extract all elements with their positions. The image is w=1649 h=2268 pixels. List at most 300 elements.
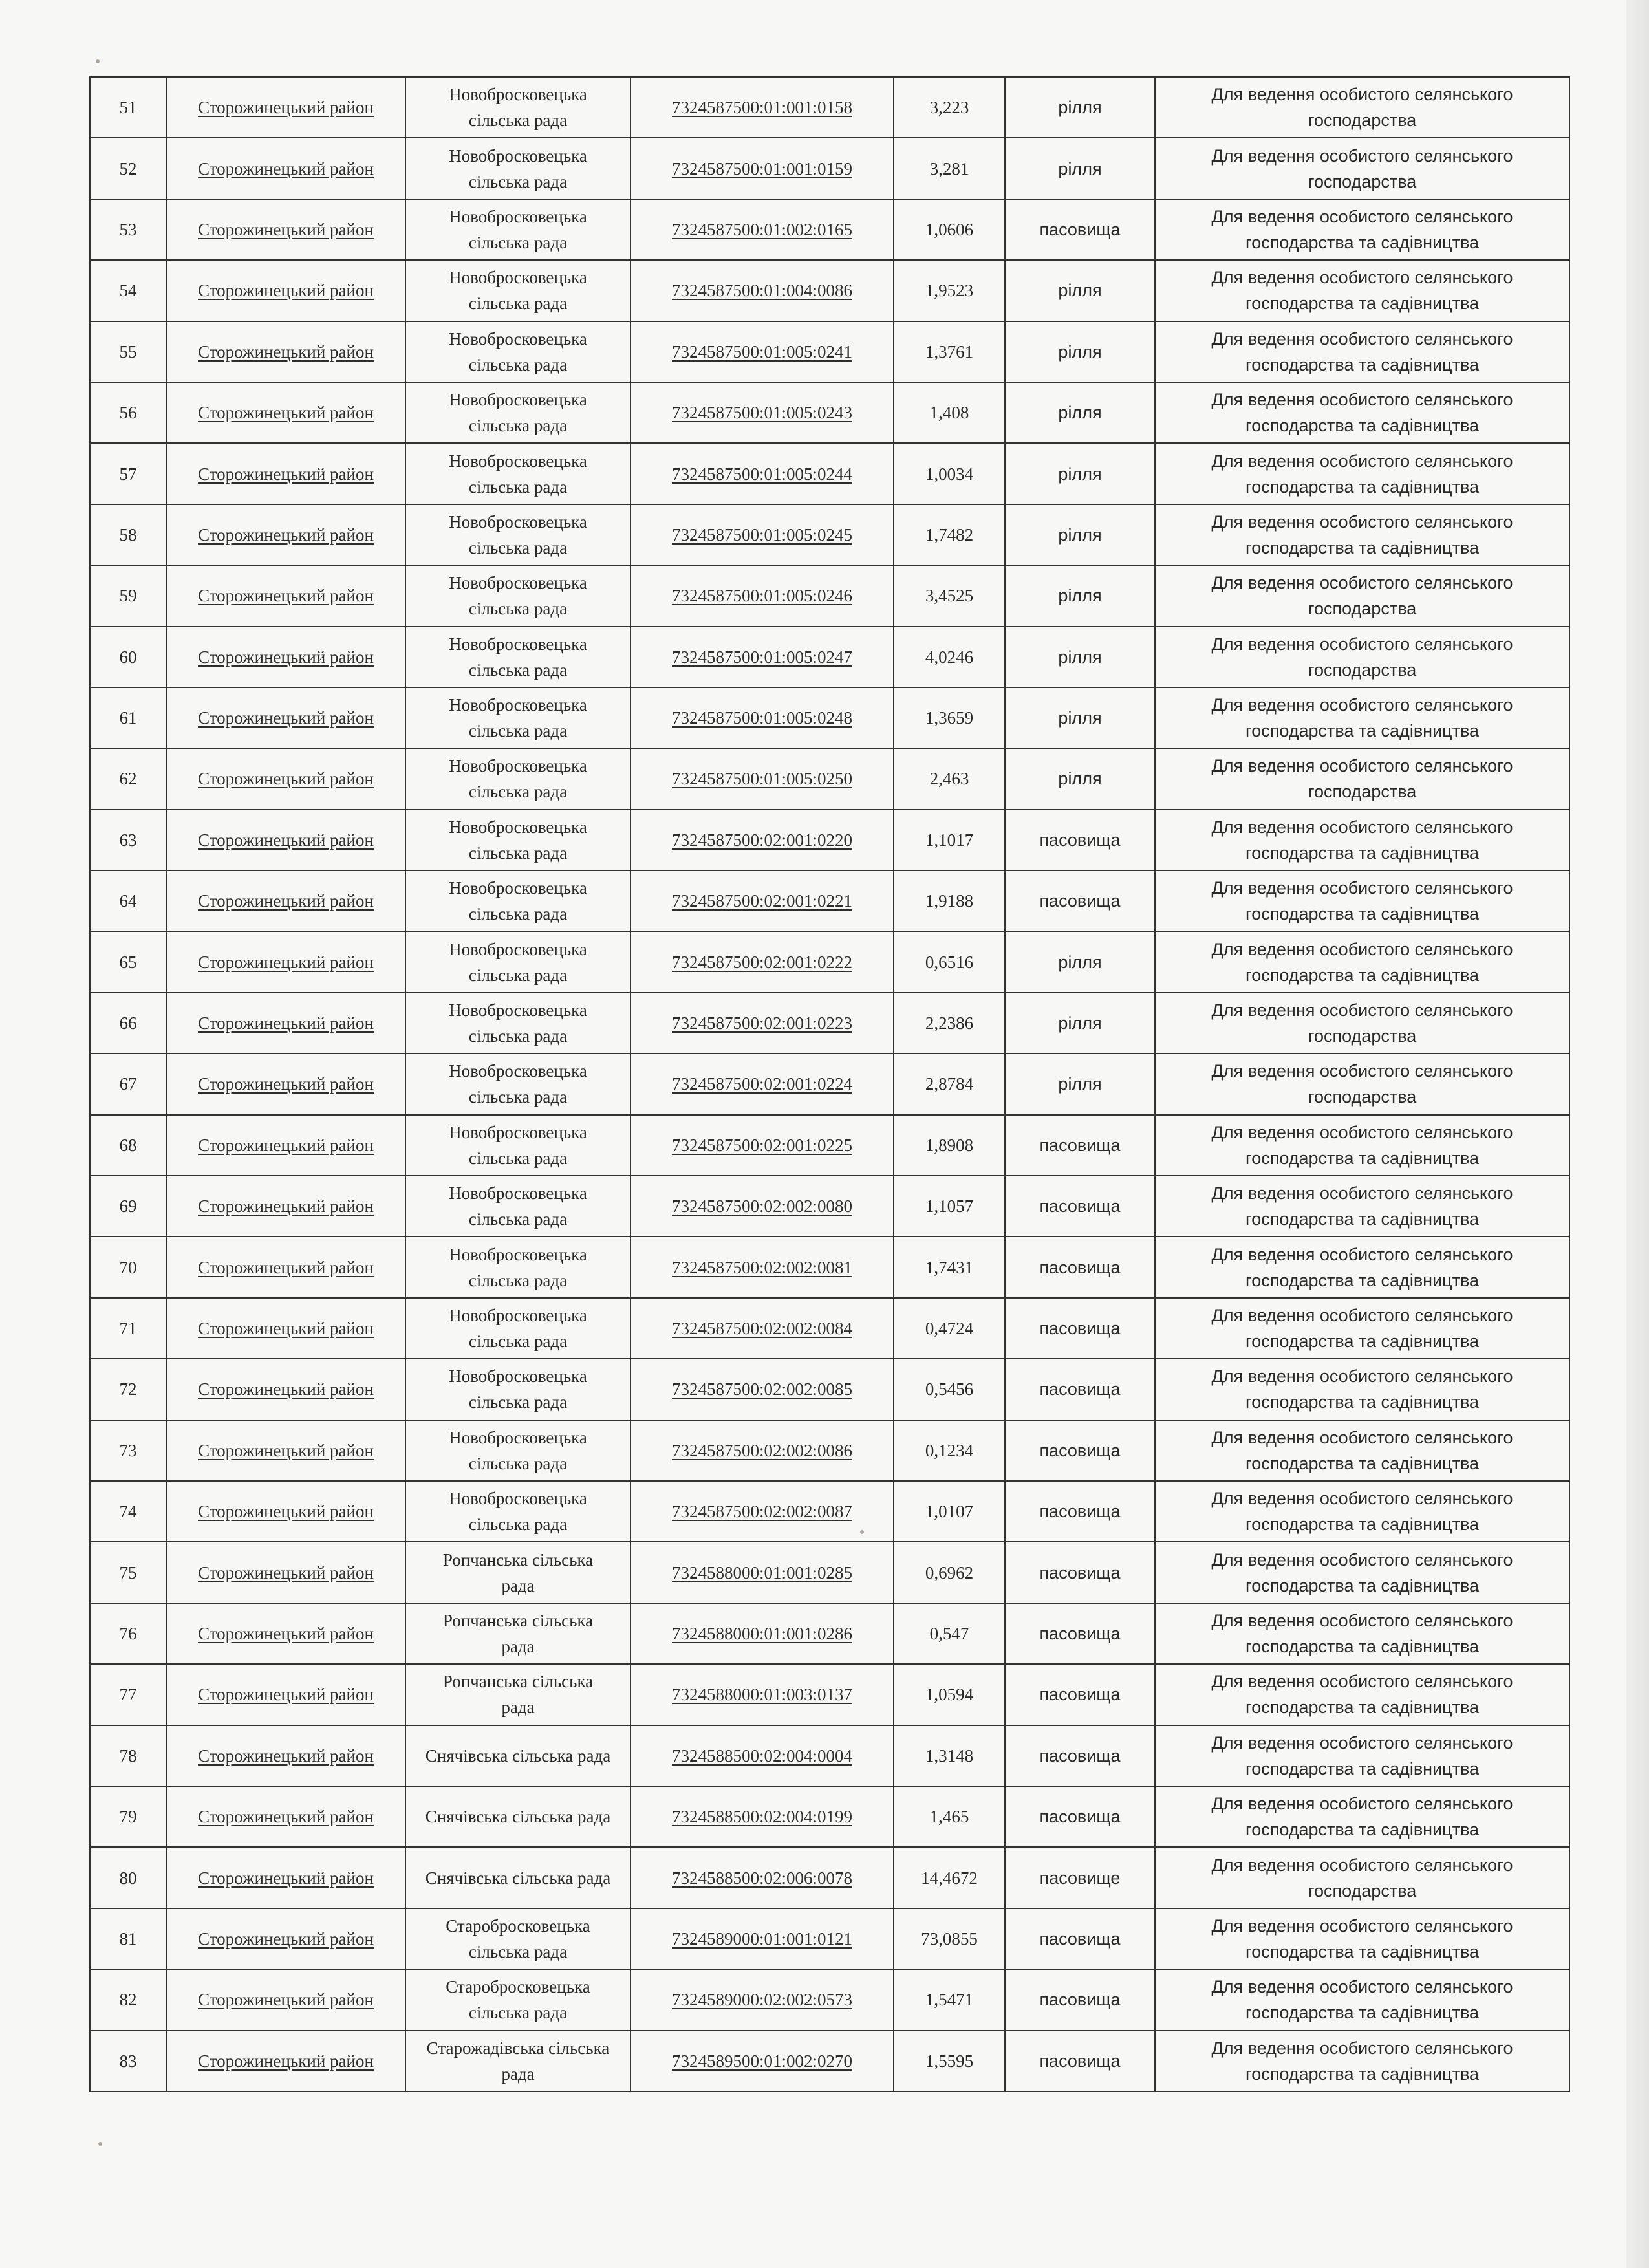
purpose-text: Для ведення особистого селянського господарства та садівництва (1211, 1183, 1513, 1229)
district-link[interactable]: Сторожинецький район (198, 1379, 374, 1399)
table-row (90, 1603, 1569, 1664)
cadastral-number-link[interactable]: 7324587500:02:002:0081 (671, 1257, 852, 1277)
council-text: Новобросковецька сільська рада (449, 1489, 587, 1535)
council-text: Новобросковецька сільська рада (449, 85, 587, 131)
row-number-cell: 74 (90, 1481, 166, 1542)
purpose-cell (1155, 1542, 1569, 1603)
cadastral-number-cell (630, 993, 894, 1053)
council-text: Снячівська сільська рада (425, 1807, 611, 1827)
row-number-cell: 56 (90, 382, 166, 443)
table-row (90, 1237, 1569, 1297)
district-link[interactable]: Сторожинецький район (198, 1502, 374, 1522)
council-cell (405, 1847, 630, 1908)
district-cell (166, 993, 405, 1053)
row-number-cell: 58 (90, 504, 166, 565)
table-row (90, 1053, 1569, 1114)
land-plots-table-body (90, 77, 1569, 2091)
council-cell (405, 1725, 630, 1786)
cadastral-number-link[interactable]: 7324587500:01:005:0247 (671, 647, 852, 667)
land-type-cell: рілля (1005, 627, 1155, 687)
purpose-cell (1155, 1420, 1569, 1481)
purpose-cell (1155, 1359, 1569, 1420)
cadastral-number-link[interactable]: 7324587500:01:005:0248 (671, 708, 852, 728)
row-number-cell: 73 (90, 1420, 166, 1481)
row-number-cell: 57 (90, 443, 166, 504)
purpose-text: Для ведення особистого селянського господарства та садівництва (1211, 2038, 1513, 2084)
cadastral-number-link[interactable]: 7324587500:02:002:0085 (671, 1379, 852, 1399)
council-cell (405, 1176, 630, 1237)
purpose-cell (1155, 565, 1569, 626)
council-text: Снячівська сільська рада (425, 1868, 611, 1888)
council-text: Новобросковецька сільська рада (449, 390, 587, 436)
purpose-text: Для ведення особистого селянського господарства та садівництва (1211, 695, 1513, 741)
area-cell: 1,0594 (894, 1664, 1005, 1725)
row-number-cell: 75 (90, 1542, 166, 1603)
purpose-text: Для ведення особистого селянського господарства та садівництва (1211, 206, 1513, 252)
purpose-cell (1155, 1664, 1569, 1725)
cadastral-number-link[interactable]: 7324587500:02:002:0086 (671, 1440, 852, 1460)
table-row (90, 138, 1569, 199)
district-cell (166, 2031, 405, 2091)
district-link[interactable]: Сторожинецький район (198, 1990, 374, 2010)
paper-fold-edge (1626, 0, 1649, 2268)
row-number-cell: 63 (90, 810, 166, 870)
council-cell (405, 1420, 630, 1481)
land-type-cell: рілля (1005, 931, 1155, 992)
area-cell: 0,547 (894, 1603, 1005, 1664)
row-number-cell: 83 (90, 2031, 166, 2091)
area-cell: 1,5471 (894, 1969, 1005, 2030)
area-cell: 0,4724 (894, 1298, 1005, 1359)
area-cell: 0,6962 (894, 1542, 1005, 1603)
paper-speck (98, 2142, 102, 2146)
area-cell: 1,9188 (894, 870, 1005, 931)
land-type-cell: рілля (1005, 260, 1155, 321)
district-link[interactable]: Сторожинецький район (198, 524, 374, 545)
area-cell: 1,7431 (894, 1237, 1005, 1297)
area-cell: 3,281 (894, 138, 1005, 199)
land-type-cell: пасовища (1005, 1542, 1155, 1603)
district-cell (166, 1053, 405, 1114)
district-link[interactable]: Сторожинецький район (198, 98, 374, 118)
area-cell: 1,3761 (894, 321, 1005, 382)
area-cell: 1,465 (894, 1786, 1005, 1847)
cadastral-number-link[interactable]: 7324587500:01:005:0250 (671, 769, 852, 789)
district-cell (166, 443, 405, 504)
purpose-cell (1155, 1237, 1569, 1297)
land-type-cell: пасовища (1005, 1298, 1155, 1359)
council-cell (405, 321, 630, 382)
district-link[interactable]: Сторожинецький район (198, 952, 374, 972)
table-row (90, 1115, 1569, 1176)
cadastral-number-link[interactable]: 7324589000:02:002:0573 (671, 1990, 852, 2010)
table-row (90, 1481, 1569, 1542)
council-text: Новобросковецька сільська рада (449, 817, 587, 863)
purpose-cell (1155, 931, 1569, 992)
cadastral-number-link[interactable]: 7324587500:02:001:0223 (671, 1013, 852, 1033)
council-text: Ропчанська сільська рада (442, 1672, 594, 1718)
council-cell (405, 1969, 630, 2030)
table-row (90, 687, 1569, 748)
district-cell (166, 260, 405, 321)
area-cell: 1,5595 (894, 2031, 1005, 2091)
table-row (90, 1664, 1569, 1725)
area-cell: 0,5456 (894, 1359, 1005, 1420)
area-cell: 0,6516 (894, 931, 1005, 992)
district-link[interactable]: Сторожинецький район (198, 1013, 374, 1033)
land-type-cell: пасовище (1005, 1847, 1155, 1908)
council-cell (405, 260, 630, 321)
cadastral-number-link[interactable]: 7324587500:02:001:0225 (671, 1135, 852, 1155)
district-cell (166, 1908, 405, 1969)
council-cell (405, 199, 630, 260)
row-number-cell: 55 (90, 321, 166, 382)
council-text: Новобросковецька сільська рада (449, 1427, 587, 1473)
district-cell (166, 321, 405, 382)
row-number-cell: 54 (90, 260, 166, 321)
land-type-cell: пасовища (1005, 1603, 1155, 1664)
council-text: Новобросковецька сільська рада (449, 573, 587, 619)
cadastral-number-cell (630, 382, 894, 443)
council-text: Снячівська сільська рада (425, 1745, 611, 1766)
area-cell: 1,9523 (894, 260, 1005, 321)
district-link[interactable]: Сторожинецький район (198, 769, 374, 789)
district-link[interactable]: Сторожинецький район (198, 1257, 374, 1277)
land-type-cell: пасовища (1005, 1786, 1155, 1847)
district-cell (166, 1786, 405, 1847)
area-cell: 1,8908 (894, 1115, 1005, 1176)
cadastral-number-link[interactable]: 7324587500:01:005:0241 (671, 341, 852, 362)
land-type-cell: рілля (1005, 504, 1155, 565)
council-cell (405, 748, 630, 809)
purpose-text: Для ведення особистого селянського господарства та садівництва (1211, 878, 1513, 924)
table-row (90, 443, 1569, 504)
purpose-text: Для ведення особистого селянського господарства та садівництва (1211, 1794, 1513, 1840)
land-type-cell: рілля (1005, 443, 1155, 504)
purpose-cell (1155, 199, 1569, 260)
district-cell (166, 1847, 405, 1908)
purpose-text: Для ведення особистого селянського господарства (1211, 85, 1513, 131)
land-type-cell: пасовища (1005, 1969, 1155, 2030)
cadastral-number-cell (630, 1786, 894, 1847)
cadastral-number-link[interactable]: 7324587500:01:005:0246 (671, 586, 852, 606)
table-row (90, 627, 1569, 687)
purpose-text: Для ведення особистого селянського господарства (1211, 1855, 1513, 1901)
council-cell (405, 687, 630, 748)
district-link[interactable]: Сторожинецький район (198, 1319, 374, 1338)
cadastral-number-link[interactable]: 7324587500:01:001:0158 (671, 98, 852, 118)
district-link[interactable]: Сторожинецький район (198, 1928, 374, 1949)
purpose-text: Для ведення особистого селянського господарства та садівництва (1211, 1916, 1513, 1961)
cadastral-number-link[interactable]: 7324587500:02:002:0080 (671, 1196, 852, 1216)
land-type-cell: рілля (1005, 993, 1155, 1053)
district-link[interactable]: Сторожинецький район (198, 1623, 374, 1643)
area-cell: 2,463 (894, 748, 1005, 809)
district-cell (166, 1664, 405, 1725)
table-row (90, 77, 1569, 138)
council-text: Новобросковецька сільська рада (449, 939, 587, 985)
table-row (90, 382, 1569, 443)
district-link[interactable]: Сторожинецький район (198, 891, 374, 911)
district-cell (166, 1481, 405, 1542)
land-type-cell: пасовища (1005, 1481, 1155, 1542)
council-cell (405, 565, 630, 626)
district-link[interactable]: Сторожинецький район (198, 1685, 374, 1705)
table-row (90, 1908, 1569, 1969)
council-cell (405, 2031, 630, 2091)
row-number-cell: 82 (90, 1969, 166, 2030)
district-link[interactable]: Сторожинецький район (198, 1562, 374, 1582)
purpose-text: Для ведення особистого селянського господарства (1211, 1061, 1513, 1107)
purpose-cell (1155, 687, 1569, 748)
purpose-text: Для ведення особистого селянського господарства (1211, 573, 1513, 619)
purpose-cell (1155, 993, 1569, 1053)
council-text: Новобросковецька сільська рада (449, 512, 587, 557)
cadastral-number-cell (630, 1359, 894, 1420)
cadastral-number-cell (630, 1969, 894, 2030)
land-type-cell: пасовища (1005, 1908, 1155, 1969)
purpose-cell (1155, 443, 1569, 504)
row-number-cell: 60 (90, 627, 166, 687)
table-row (90, 504, 1569, 565)
district-cell (166, 1298, 405, 1359)
purpose-text: Для ведення особистого селянського господарства та садівництва (1211, 1306, 1513, 1351)
district-cell (166, 810, 405, 870)
cadastral-number-cell (630, 1237, 894, 1297)
council-cell (405, 1359, 630, 1420)
cadastral-number-link[interactable]: 7324587500:01:004:0086 (671, 281, 852, 301)
purpose-cell (1155, 1969, 1569, 2030)
table-row (90, 748, 1569, 809)
district-cell (166, 687, 405, 748)
purpose-cell (1155, 1053, 1569, 1114)
land-type-cell: рілля (1005, 321, 1155, 382)
cadastral-number-link[interactable]: 7324587500:02:001:0224 (671, 1074, 852, 1094)
district-cell (166, 1725, 405, 1786)
purpose-text: Для ведення особистого селянського господарства та садівництва (1211, 1977, 1513, 2023)
cadastral-number-cell (630, 199, 894, 260)
district-cell (166, 870, 405, 931)
cadastral-number-link[interactable]: 7324588000:01:001:0285 (671, 1562, 852, 1582)
district-link[interactable]: Сторожинецький район (198, 1135, 374, 1155)
area-cell: 1,3659 (894, 687, 1005, 748)
purpose-cell (1155, 2031, 1569, 2091)
purpose-cell (1155, 1847, 1569, 1908)
cadastral-number-link[interactable]: 7324589500:01:002:0270 (671, 2051, 852, 2071)
row-number-cell: 61 (90, 687, 166, 748)
paper-speck (860, 1530, 864, 1534)
council-cell (405, 1481, 630, 1542)
council-cell (405, 627, 630, 687)
row-number-cell: 62 (90, 748, 166, 809)
council-text: Новобросковецька сільська рада (449, 206, 587, 252)
area-cell: 1,3148 (894, 1725, 1005, 1786)
land-type-cell: рілля (1005, 1053, 1155, 1114)
area-cell: 0,1234 (894, 1420, 1005, 1481)
table-row (90, 2031, 1569, 2091)
cadastral-number-cell (630, 687, 894, 748)
council-text: Новобросковецька сільська рада (449, 756, 587, 802)
area-cell: 1,7482 (894, 504, 1005, 565)
district-cell (166, 1542, 405, 1603)
district-link[interactable]: Сторожинецький район (198, 830, 374, 850)
district-link[interactable]: Сторожинецький район (198, 708, 374, 728)
district-link[interactable]: Сторожинецький район (198, 341, 374, 362)
cadastral-number-cell (630, 1298, 894, 1359)
table-row (90, 199, 1569, 260)
table-row (90, 1420, 1569, 1481)
purpose-text: Для ведення особистого селянського господарства та садівництва (1211, 329, 1513, 374)
land-type-cell: пасовища (1005, 1115, 1155, 1176)
district-link[interactable]: Сторожинецький район (198, 1868, 374, 1888)
land-type-cell: рілля (1005, 138, 1155, 199)
district-link[interactable]: Сторожинецький район (198, 219, 374, 239)
table-row (90, 810, 1569, 870)
cadastral-number-link[interactable]: 7324587500:02:002:0087 (671, 1502, 852, 1522)
area-cell: 1,1057 (894, 1176, 1005, 1237)
council-text: Новобросковецька сільська рада (449, 634, 587, 680)
table-row (90, 260, 1569, 321)
council-cell (405, 443, 630, 504)
cadastral-number-link[interactable]: 7324587500:02:002:0084 (671, 1319, 852, 1338)
district-cell (166, 1420, 405, 1481)
row-number-cell: 67 (90, 1053, 166, 1114)
purpose-text: Для ведення особистого селянського господарства (1211, 634, 1513, 680)
purpose-text: Для ведення особистого селянського господарства та садівництва (1211, 939, 1513, 985)
cadastral-number-cell (630, 1053, 894, 1114)
district-link[interactable]: Сторожинецький район (198, 281, 374, 301)
land-type-cell: пасовища (1005, 870, 1155, 931)
purpose-text: Для ведення особистого селянського господарства та садівництва (1211, 1122, 1513, 1168)
cadastral-number-link[interactable]: 7324587500:01:001:0159 (671, 158, 852, 178)
cadastral-number-link[interactable]: 7324587500:02:001:0220 (671, 830, 852, 850)
council-text: Новобросковецька сільська рада (449, 1183, 587, 1229)
council-text: Ропчанська сільська рада (442, 1610, 594, 1656)
cadastral-number-link[interactable]: 7324588000:01:001:0286 (671, 1623, 852, 1643)
district-link[interactable]: Сторожинецький район (198, 158, 374, 178)
council-text: Ропчанська сільська рада (442, 1550, 594, 1595)
purpose-cell (1155, 1908, 1569, 1969)
area-cell: 2,8784 (894, 1053, 1005, 1114)
area-cell: 3,223 (894, 77, 1005, 138)
purpose-text: Для ведення особистого селянського господарства та садівництва (1211, 1610, 1513, 1656)
cadastral-number-link[interactable]: 7324588000:01:003:0137 (671, 1685, 852, 1705)
council-text: Старобросковецька сільська рада (446, 1916, 590, 1961)
purpose-text: Для ведення особистого селянського господарства та садівництва (1211, 512, 1513, 557)
cadastral-number-cell (630, 748, 894, 809)
cadastral-number-cell (630, 260, 894, 321)
cadastral-number-cell (630, 627, 894, 687)
cadastral-number-cell (630, 1481, 894, 1542)
cadastral-number-link[interactable]: 7324588500:02:004:0004 (671, 1745, 852, 1766)
cadastral-number-link[interactable]: 7324587500:01:005:0245 (671, 524, 852, 545)
district-cell (166, 1237, 405, 1297)
purpose-text: Для ведення особистого селянського господарства та садівництва (1211, 1366, 1513, 1412)
cadastral-number-link[interactable]: 7324587500:01:002:0165 (671, 219, 852, 239)
district-link[interactable]: Сторожинецький район (198, 1807, 374, 1827)
area-cell: 1,408 (894, 382, 1005, 443)
cadastral-number-cell (630, 1542, 894, 1603)
cadastral-number-link[interactable]: 7324588500:02:006:0078 (671, 1868, 852, 1888)
purpose-text: Для ведення особистого селянського господарства та садівництва (1211, 817, 1513, 863)
land-type-cell: пасовища (1005, 1176, 1155, 1237)
row-number-cell: 72 (90, 1359, 166, 1420)
district-cell (166, 931, 405, 992)
cadastral-number-link[interactable]: 7324587500:02:001:0221 (671, 891, 852, 911)
district-cell (166, 565, 405, 626)
area-cell: 73,0855 (894, 1908, 1005, 1969)
land-type-cell: пасовища (1005, 1359, 1155, 1420)
council-cell (405, 504, 630, 565)
cadastral-number-link[interactable]: 7324587500:01:005:0243 (671, 403, 852, 423)
purpose-cell (1155, 260, 1569, 321)
cadastral-number-link[interactable]: 7324589000:01:001:0121 (671, 1928, 852, 1949)
council-cell (405, 870, 630, 931)
purpose-text: Для ведення особистого селянського господарства та садівництва (1211, 1733, 1513, 1778)
council-cell (405, 810, 630, 870)
land-type-cell: пасовища (1005, 199, 1155, 260)
council-text: Новобросковецька сільська рада (449, 1000, 587, 1046)
council-text: Новобросковецька сільська рада (449, 1306, 587, 1351)
purpose-text: Для ведення особистого селянського господарства та садівництва (1211, 268, 1513, 314)
area-cell: 1,0107 (894, 1481, 1005, 1542)
purpose-cell (1155, 1115, 1569, 1176)
row-number-cell: 79 (90, 1786, 166, 1847)
purpose-cell (1155, 870, 1569, 931)
district-cell (166, 1176, 405, 1237)
council-cell (405, 1115, 630, 1176)
district-link[interactable]: Сторожинецький район (198, 403, 374, 423)
council-text: Новобросковецька сільська рада (449, 695, 587, 741)
row-number-cell: 76 (90, 1603, 166, 1664)
land-type-cell: рілля (1005, 687, 1155, 748)
purpose-cell (1155, 1481, 1569, 1542)
row-number-cell: 51 (90, 77, 166, 138)
purpose-cell (1155, 748, 1569, 809)
cadastral-number-link[interactable]: 7324587500:02:001:0222 (671, 952, 852, 972)
district-link[interactable]: Сторожинецький район (198, 647, 374, 667)
council-cell (405, 138, 630, 199)
council-cell (405, 1786, 630, 1847)
land-type-cell: пасовища (1005, 1237, 1155, 1297)
district-link[interactable]: Сторожинецький район (198, 2051, 374, 2071)
cadastral-number-cell (630, 1420, 894, 1481)
district-link[interactable]: Сторожинецький район (198, 1196, 374, 1216)
district-cell (166, 748, 405, 809)
table-row (90, 1298, 1569, 1359)
district-cell (166, 627, 405, 687)
table-row (90, 931, 1569, 992)
district-link[interactable]: Сторожинецький район (198, 1440, 374, 1460)
purpose-text: Для ведення особистого селянського господарства (1211, 1000, 1513, 1046)
district-link[interactable]: Сторожинецький район (198, 586, 374, 606)
table-row (90, 1786, 1569, 1847)
district-link[interactable]: Сторожинецький район (198, 464, 374, 484)
cadastral-number-cell (630, 443, 894, 504)
district-cell (166, 1603, 405, 1664)
purpose-cell (1155, 1176, 1569, 1237)
cadastral-number-link[interactable]: 7324588500:02:004:0199 (671, 1807, 852, 1827)
district-link[interactable]: Сторожинецький район (198, 1074, 374, 1094)
district-link[interactable]: Сторожинецький район (198, 1745, 374, 1766)
cadastral-number-link[interactable]: 7324587500:01:005:0244 (671, 464, 852, 484)
purpose-cell (1155, 1603, 1569, 1664)
district-cell (166, 1359, 405, 1420)
row-number-cell: 77 (90, 1664, 166, 1725)
land-type-cell: пасовища (1005, 1664, 1155, 1725)
council-text: Новобросковецька сільська рада (449, 878, 587, 924)
purpose-text: Для ведення особистого селянського господарства (1211, 756, 1513, 802)
